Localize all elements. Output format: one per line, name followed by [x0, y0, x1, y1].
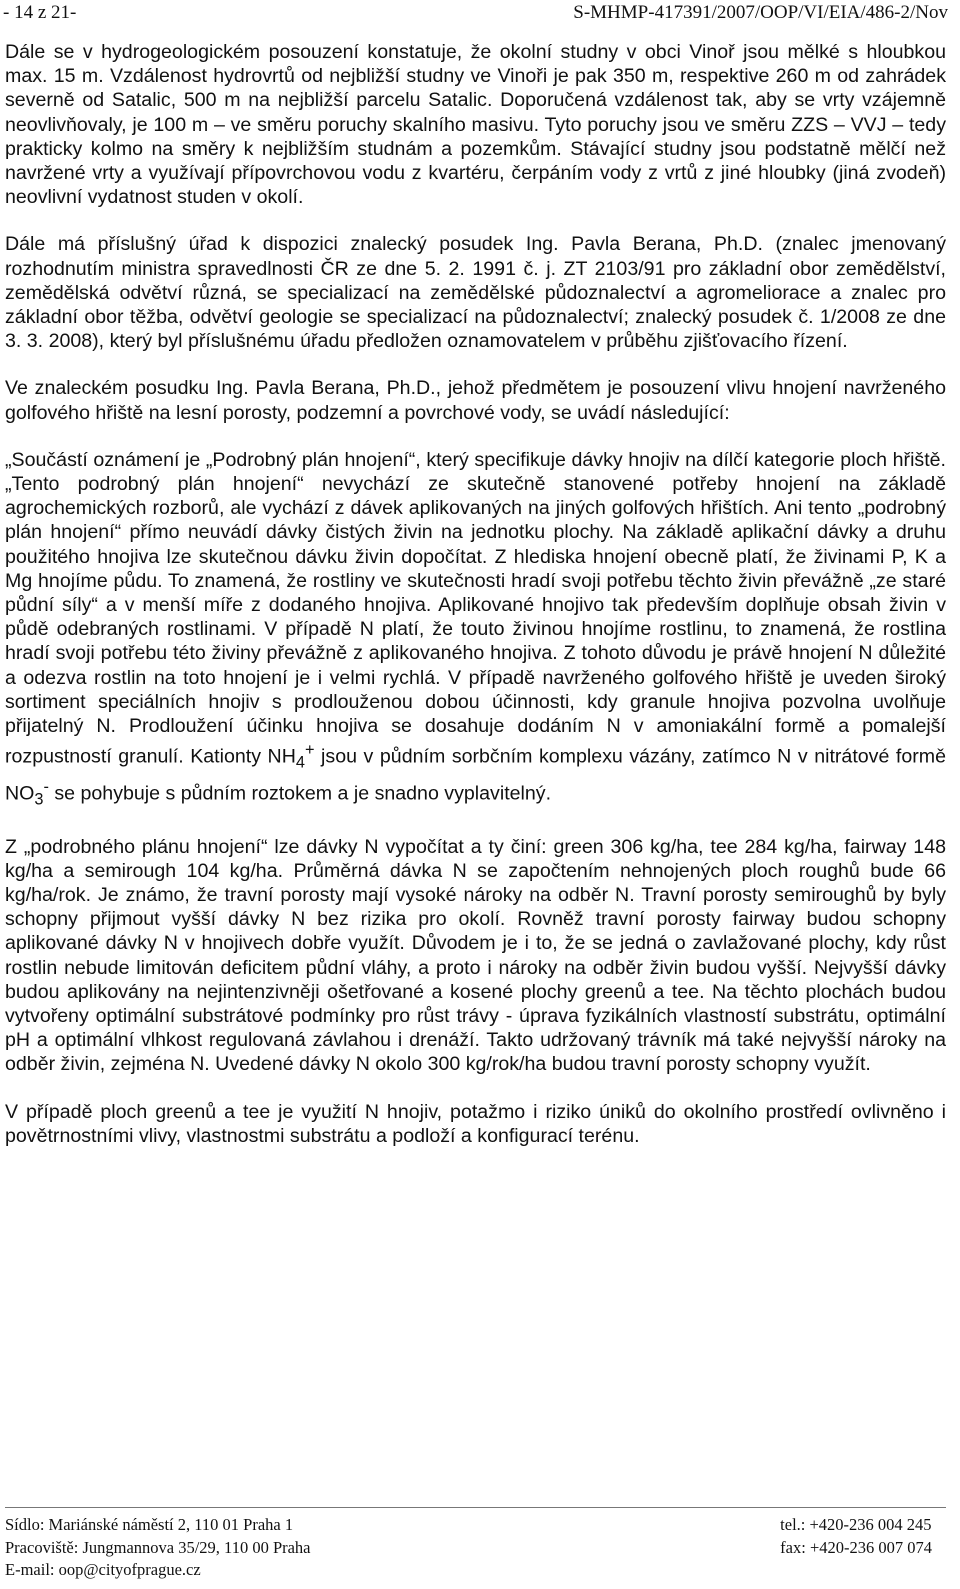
- page-number: - 14 z 21-: [3, 2, 77, 23]
- paragraph-hydrogeology: Dále se v hydrogeologickém posouzení konstatuje, že okolní studny v obci Vinoř jsou mělké s hloubkou max. 15 m. Vzdálenost hydrovrtů od nejbližší studny ve Vinoři je pak 350 m, respektive 260 m od zahrádek severně od Satalic, 500 m na nejbližší parcelu Satalic. Doporučená vzdálenost tak, aby se vrty vzájemně neovlivňovaly, je 100 m – ve směru poruchy skalního masivu. Tyto poruchy jsou ve směru ZZS – VVJ – tedy prakticky kolmo na směry k nejbližším studnám a pozemkům. Stávající studny jsou podstatně mělčí než navržené vrty a využívají přípovrchovou vodu z kvartéru, čerpáním vody z vrtů z jiné hloubky (jiná zvodeň) neovlivní vydatnost studen v okolí.: [5, 41, 946, 209]
- document-body: [5, 40, 946, 1148]
- document-reference: S-MHMP-417391/2007/OOP/VI/EIA/486-2/Nov: [573, 2, 948, 23]
- footer-address-column: [5, 1514, 311, 1582]
- footer-contact-column: [780, 1514, 932, 1559]
- ammonium-subscript: 4: [295, 753, 305, 772]
- footer-phone: tel.: +420-236 004 245: [780, 1515, 932, 1534]
- paragraph-fertilization-doses: Z „podrobného plánu hnojení“ lze dávky N vypočítat a ty činí: green 306 kg/ha, tee 284 kg/ha, fairway 148 kg/ha a semirough 104 kg/ha. Průměrná dávka N se započtením nehnojených ploch roughů bude 66 kg/ha/rok. Je známo, že travní porosty mají vysoké nároky na odběr N. Travní porosty semiroughů by byly schopny přijmout vyšší dávky N bez rizika pro okolí. Rovněž travní porosty fairway budou schopny aplikované dávky N v hnojivech dobře využít. Důvodem je i to, že se jedná o zavlažované plochy, kdy růst rostlin nebude limitován deficitem půdní vláhy, a proto i nároky na odběr živin budou vyšší. Nejvyšší dávky budou aplikovány na nejintenzivněji ošetřované a kosené plochy greenů a tee. Na těchto plochách budou vytvořeny optimální substrátové podmínky pro růst trávy - úprava fyzikálních vlastností substrátu, optimální pH a optimální vlhkost regulovaná závlahou i drenáží. Takto udržovaný trávník má také nejvyšší nároky na odběr živin, zejména N. Uvedené dávky N okolo 300 kg/rok/ha budou travní porosty schopny využít.: [5, 835, 946, 1076]
- footer-seat: Sídlo: Mariánské náměstí 2, 110 01 Praha 1: [5, 1515, 294, 1534]
- footer-fax: fax: +420-236 007 074: [780, 1537, 932, 1557]
- nitrate-subscript: 3: [34, 790, 44, 809]
- paragraph-greens-tees: V případě ploch greenů a tee je využití N hnojiv, potažmo i riziko úniků do okolního prostředí ovlivněno i povětrnostními vlivy, vlastnostmi substrátu a podloží a konfigurací terénu.: [5, 1100, 946, 1147]
- footer-email: E-mail: oop@cityofprague.cz: [5, 1560, 201, 1579]
- paragraph-quote: [5, 448, 946, 812]
- quote-text-part1: „Součástí oznámení je „Podrobný plán hnojení“, který specifikuje dávky hnojiv na dílčí kategorie ploch hřiště. „Tento podrobný plán hnojení“ nevychází ze skutečně stanovené potřeby hnojení na základě agrochemických rozborů, ale vychází z dávek aplikovaných na jiných golfových hřištích. Ani tento „podrobný plán hnojení“ přímo neuvádí dávky čistých živin na jednotku plochy. Na základě aplikační dávky a druhu použitého hnojiva lze skutečnou dávku živin dopočítat. Z hlediska hnojení obecně platí, že živinami P, K a Mg hnojíme půdu. To znamená, že rostliny ve skutečnosti hradí svoji potřebu těchto živin převážně „ze staré půdní síly“ a v menší míře z dodaného hnojiva. Aplikované hnojivo tak především doplňuje obsah živin v půdě odebraných rostlinami. V případě N platí, že touto živinou hnojíme rostlinu, to znamená, že rostlina hradí svoji potřebu této živiny převážně z aplikovaného hnojiva. Z tohoto důvodu je právě hnojení N důležité a odezva rostlin na toto hnojení je i velmi rychlá. V případě navrženého golfového hřiště je uveden široký sortiment speciálních hnojiv s prodlouženou dobou účinnosti, kdy granule hnojiva pozvolna uvolňuje přijatelný N. Prodloužení účinku hnojiva se dosahuje dodáním N v amoniakální formě a pomalejší rozpustností granulí. Kationty NH: [5, 448, 946, 768]
- footer-divider: [5, 1507, 946, 1508]
- footer-workplace: Pracoviště: Jungmannova 35/29, 110 00 Praha: [5, 1537, 311, 1557]
- quote-text-part2: jsou v půdním sorbčním komplexu vázány, zatímco N v nitrátové formě NO: [5, 745, 946, 805]
- paragraph-opinion-intro: Ve znaleckém posudku Ing. Pavla Berana, Ph.D., jehož předmětem je posouzení vlivu hnojení navrženého golfového hřiště na lesní porosty, podzemní a povrchové vody, se uvádí následující:: [5, 377, 946, 424]
- nitrate-superscript: -: [43, 777, 49, 796]
- paragraph-expert-opinion: Dále má příslušný úřad k dispozici znalecký posudek Ing. Pavla Berana, Ph.D. (znalec jmenovaný rozhodnutím ministra spravedlnosti ČR ze dne 5. 2. 1991 č. j. ZT 2103/91 pro základní obor zemědělství, zemědělská odvětví různá, se specializací na zemědělské půdoznalectví a agromeliorace a znalec pro základní obor těžba, odvětví geologie se specializací na půdoznalectví; znalecký posudek č. 1/2008 ze dne 3. 3. 2008), který byl příslušnému úřadu předložen oznamovatelem v průběhu zjišťovacího řízení.: [5, 233, 946, 353]
- ammonium-superscript: +: [304, 741, 315, 760]
- quote-text-part3: se pohybuje s půdním roztokem a je snadno vyplavitelný.: [48, 782, 552, 805]
- page-header: [3, 2, 948, 32]
